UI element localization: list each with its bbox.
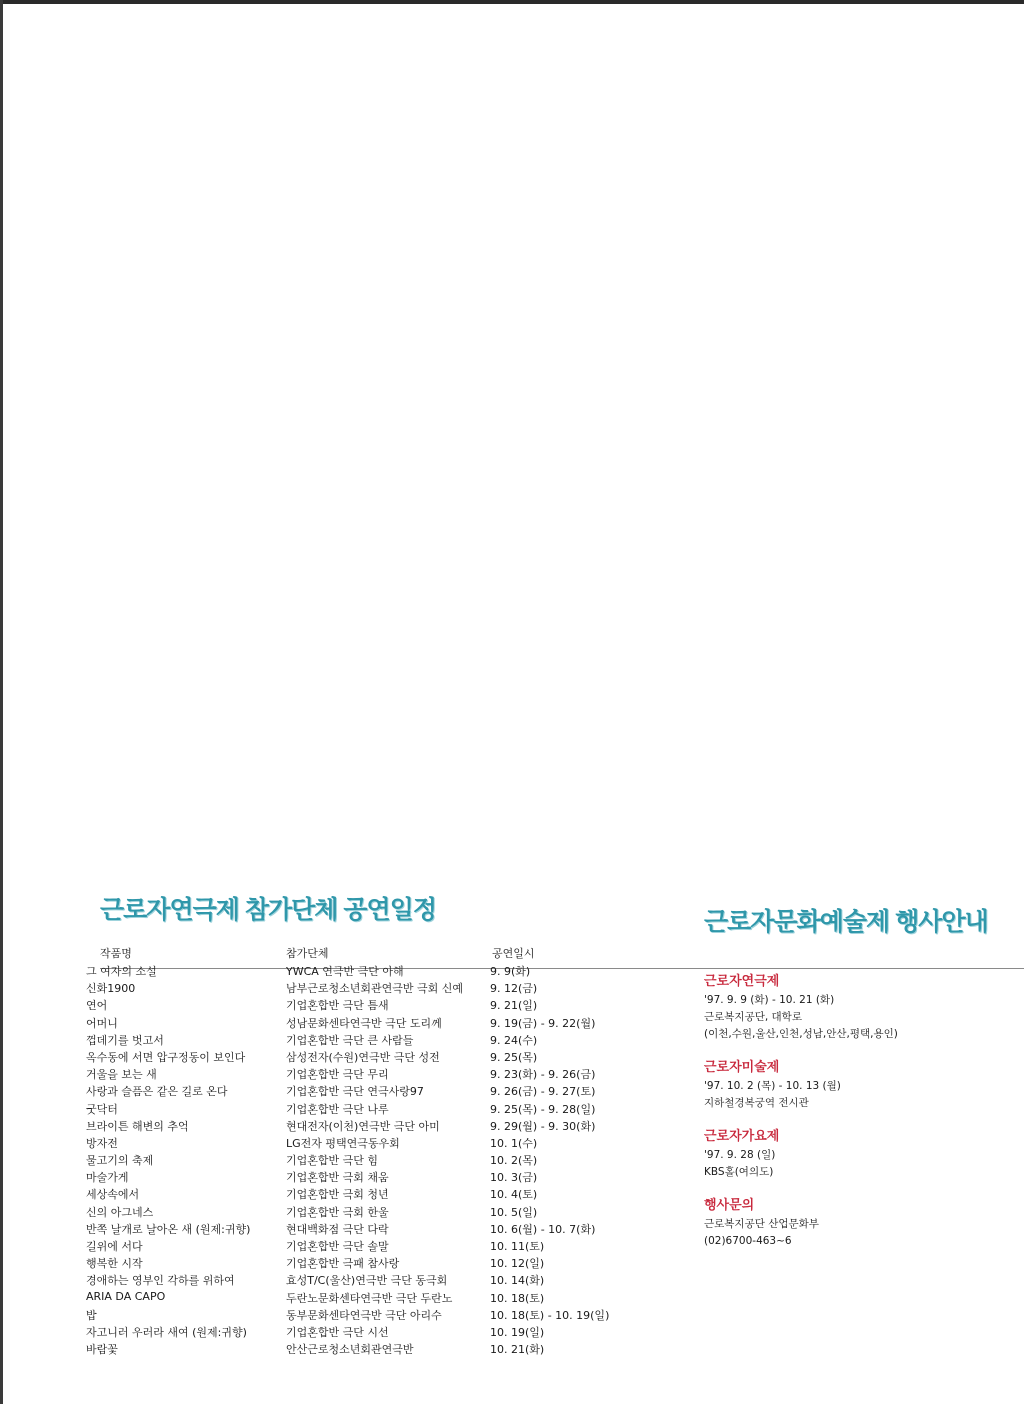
schedule-group: 안산근로청소년회관연극반 — [286, 1343, 414, 1357]
schedule-group: 성남문화센타연극반 극단 도리께 — [286, 1016, 442, 1030]
schedule-row — [0, 1341, 620, 1358]
schedule-group: YWCA 연극반 극단 아해 — [286, 965, 404, 978]
schedule-group: 기업혼합반 극회 채움 — [286, 1171, 389, 1185]
schedule-group: LG전자 평택연극동우회 — [286, 1136, 400, 1150]
info-section-line: (이천,수원,울산,인천,성남,안산,평택,용인) — [704, 1028, 898, 1040]
schedule-work: 어머니 — [86, 1016, 118, 1030]
schedule-group: 기업혼합반 극단 나루 — [286, 1102, 389, 1116]
schedule-date: 10. 4(토) — [490, 1188, 538, 1202]
info-title: 근로자문화예술제 행사안내 — [704, 908, 988, 936]
schedule-row — [0, 1015, 620, 1032]
schedule-work: 바람꽃 — [86, 1343, 118, 1357]
schedule-work: 브라이튼 해변의 추억 — [86, 1119, 189, 1133]
schedule-group: 기업혼합반 극단 솔말 — [286, 1240, 389, 1253]
schedule-group: 현대백화점 극단 다락 — [286, 1222, 389, 1236]
schedule-group: 현대전자(이천)연극반 극단 아미 — [286, 1119, 440, 1133]
info-section-line: '97. 9. 28 (일) — [704, 1149, 776, 1161]
schedule-row — [0, 1238, 620, 1255]
schedule-row — [0, 1083, 620, 1100]
schedule-work: 반쪽 날개로 날아온 새 (원제:귀향) — [86, 1222, 251, 1236]
schedule-group: 기업혼합반 극단 힘 — [286, 1154, 379, 1168]
header-work: 작품명 — [100, 947, 132, 960]
schedule-work: 그 여자의 소설 — [86, 965, 157, 978]
schedule-date: 9. 23(화) - 9. 26(금) — [490, 1068, 596, 1082]
schedule-date: 10. 6(월) - 10. 7(화) — [490, 1222, 596, 1236]
schedule-work: 자고니러 우러라 새여 (원제:귀향) — [86, 1325, 247, 1339]
schedule-group: 두란노문화센타연극반 극단 두란노 — [286, 1291, 453, 1305]
schedule-row — [0, 1049, 620, 1066]
schedule-work: 신의 아그네스 — [86, 1205, 154, 1219]
header-group: 참가단체 — [286, 947, 329, 960]
schedule-work: 거울을 보는 새 — [86, 1068, 157, 1082]
schedule-date: 9. 21(일) — [490, 999, 538, 1013]
info-section-line: KBS홀(여의도) — [704, 1166, 774, 1178]
schedule-row — [0, 1221, 620, 1238]
schedule-date: 10. 18(토) - 10. 19(일) — [490, 1308, 610, 1322]
schedule-work: 옥수동에 서면 압구정동이 보인다 — [86, 1050, 246, 1064]
schedule-group: 기업혼합반 극단 시선 — [286, 1325, 389, 1339]
schedule-group: 남부근로청소년회관연극반 극회 신예 — [286, 982, 464, 996]
schedule-date: 10. 11(토) — [490, 1240, 545, 1253]
schedule-date: 10. 2(목) — [490, 1154, 538, 1168]
schedule-row — [0, 963, 620, 980]
info-section-line: 근로복지공단, 대학로 — [704, 1011, 802, 1023]
schedule-group: 기업혼합반 극단 연극사랑97 — [286, 1085, 424, 1099]
info-section-title: 행사문의 — [704, 1197, 755, 1212]
schedule-date: 10. 5(일) — [490, 1205, 538, 1219]
schedule-work: 물고기의 축제 — [86, 1154, 154, 1168]
schedule-work: 세상속에서 — [86, 1188, 140, 1202]
schedule-row — [0, 1152, 620, 1169]
schedule-row — [0, 1290, 620, 1307]
schedule-row — [0, 1255, 620, 1272]
schedule-row — [0, 1101, 620, 1118]
schedule-work: 사랑과 슬픔은 같은 길로 온다 — [86, 1085, 228, 1099]
schedule-work: 신화1900 — [86, 982, 136, 996]
schedule-row — [0, 997, 620, 1014]
schedule-group: 기업혼합반 극단 틈새 — [286, 999, 389, 1013]
info-section-line: 지하철경복궁역 전시관 — [704, 1097, 809, 1109]
info-panel — [704, 970, 1014, 1263]
info-section — [704, 1125, 1014, 1181]
schedule-group: 효성T/C(울산)연극반 극단 동극회 — [286, 1274, 448, 1288]
schedule-row — [0, 1066, 620, 1083]
schedule-work: 밥 — [86, 1308, 97, 1322]
schedule-date: 10. 1(수) — [490, 1136, 538, 1150]
schedule-work: 마술가게 — [86, 1171, 129, 1185]
schedule-date: 9. 26(금) - 9. 27(토) — [490, 1085, 596, 1099]
schedule-work: 경애하는 영부인 각하를 위하여 — [86, 1274, 235, 1288]
schedule-date: 9. 25(목) — [490, 1050, 538, 1064]
schedule-group: 삼성전자(수원)연극반 극단 성전 — [286, 1050, 440, 1064]
schedule-row — [0, 980, 620, 997]
top-edge — [0, 0, 1024, 4]
schedule-work: 껍데기를 벗고서 — [86, 1033, 164, 1047]
schedule-date: 9. 24(수) — [490, 1033, 538, 1047]
schedule-title: 근로자연극제 참가단체 공연일정 — [100, 896, 436, 924]
schedule-date: 10. 3(금) — [490, 1171, 538, 1185]
info-section-line: 근로복지공단 산업문화부 — [704, 1218, 819, 1230]
schedule-group: 기업혼합반 극패 참사랑 — [286, 1257, 400, 1271]
schedule-date: 9. 19(금) - 9. 22(월) — [490, 1016, 596, 1030]
schedule-group: 기업혼합반 극단 큰 사람들 — [286, 1033, 414, 1047]
schedule-work: 굿닥터 — [86, 1102, 118, 1116]
schedule-date: 9. 25(목) - 9. 28(일) — [490, 1102, 596, 1116]
schedule-group: 기업혼합반 극회 청년 — [286, 1188, 389, 1202]
schedule-table — [0, 963, 620, 1358]
schedule-date: 10. 18(토) — [490, 1291, 545, 1305]
schedule-work: 연어 — [86, 999, 108, 1013]
schedule-row — [0, 1135, 620, 1152]
info-section-line: '97. 9. 9 (화) - 10. 21 (화) — [704, 994, 835, 1006]
info-section-title: 근로자연극제 — [704, 973, 780, 988]
schedule-row — [0, 1272, 620, 1289]
schedule-work: 길위에 서다 — [86, 1240, 143, 1253]
schedule-date: 10. 12(일) — [490, 1257, 545, 1271]
schedule-row — [0, 1032, 620, 1049]
info-section-title: 근로자미술제 — [704, 1059, 780, 1074]
schedule-row — [0, 1324, 620, 1341]
schedule-date: 9. 29(월) - 9. 30(화) — [490, 1119, 596, 1133]
schedule-work: 행복한 시작 — [86, 1257, 143, 1271]
info-section — [704, 970, 1014, 1043]
schedule-date: 10. 19(일) — [490, 1325, 545, 1339]
header-date: 공연일시 — [492, 947, 535, 960]
schedule-date: 9. 9(화) — [490, 965, 531, 978]
schedule-row — [0, 1118, 620, 1135]
schedule-date: 10. 14(화) — [490, 1274, 545, 1288]
schedule-date: 9. 12(금) — [490, 982, 538, 996]
schedule-date: 10. 21(화) — [490, 1343, 545, 1357]
schedule-group: 기업혼합반 극회 한울 — [286, 1205, 389, 1219]
info-section — [704, 1056, 1014, 1112]
info-section — [704, 1194, 1014, 1250]
schedule-row — [0, 1186, 620, 1203]
schedule-work: 방자전 — [86, 1136, 118, 1150]
schedule-row — [0, 1169, 620, 1186]
info-section-line: '97. 10. 2 (목) - 10. 13 (월) — [704, 1080, 841, 1092]
info-section-line: (02)6700-463~6 — [704, 1235, 792, 1247]
schedule-row — [0, 1307, 620, 1324]
schedule-group: 동부문화센타연극반 극단 아리수 — [286, 1308, 442, 1322]
schedule-group: 기업혼합반 극단 무리 — [286, 1068, 389, 1082]
schedule-row — [0, 1204, 620, 1221]
info-section-title: 근로자가요제 — [704, 1128, 780, 1143]
schedule-work: ARIA DA CAPO — [86, 1289, 166, 1303]
